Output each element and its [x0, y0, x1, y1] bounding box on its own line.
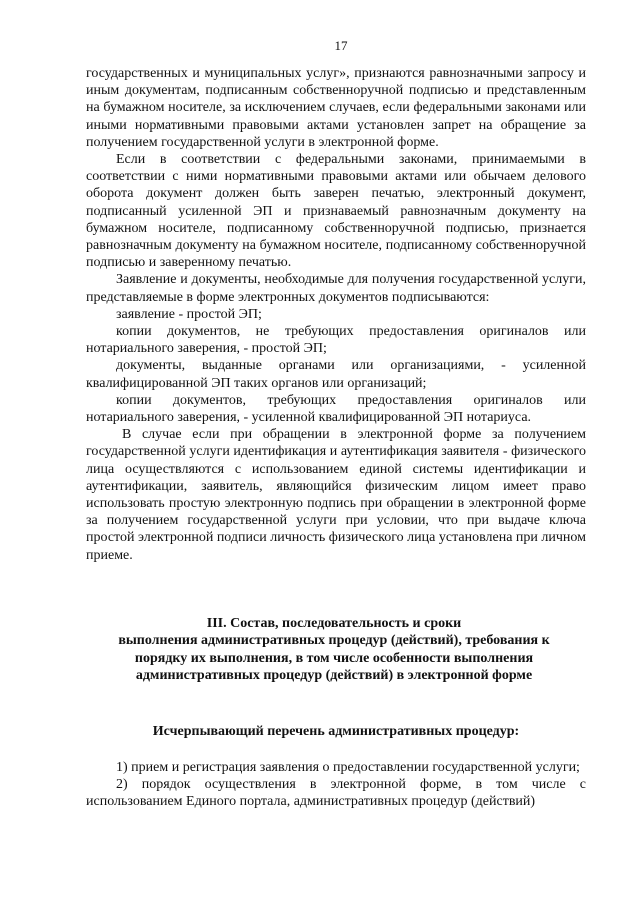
body-text — [86, 65, 586, 564]
section-heading — [86, 615, 586, 685]
procedures-list — [86, 759, 586, 811]
paragraph-signing-intro: Заявление и документы, необходимые для получения государственной услуги, представляемые в форме электронных документов подписываются: — [86, 272, 586, 305]
paragraph-signing-application: заявление - простой ЭП; — [116, 306, 262, 322]
section-heading-line: порядку их выполнения, в том числе особенности выполнения — [134, 650, 534, 666]
procedures-subheading: Исчерпывающий перечень административных процедур: — [152, 723, 520, 739]
paragraph-signing-copies-notary: копии документов, требующих предоставления оригиналов или нотариального заверения, - усиленной квалифицированной ЭП нотариуса. — [86, 392, 586, 426]
list-item: 2) порядок осуществления в электронной форме, в том числе с использованием Единого портала, административных процедур (действий) — [86, 777, 586, 810]
paragraph-seal-equivalence: Если в соответствии с федеральными законами, принимаемыми в соответствии с ними нормативными правовыми актами или обычаем делового оборота документ должен быть заверен печатью, электронный документ, подписанный усиленной ЭП и признаваемый равнозначным документу на бумажном носителе, подписанному собственноручной подписью, признается равнозначным документу на бумажном носителе, подписанному собственноручной подписью и заверенному печатью. — [86, 152, 586, 271]
list-item: 1) прием и регистрация заявления о предоставлении государственной услуги; — [116, 759, 580, 775]
section-heading-line: административных процедур (действий) в электронной форме — [135, 668, 533, 684]
paragraph-signing-copies-simple: копии документов, не требующих предоставления оригиналов или нотариального заверения, - простой ЭП; — [86, 324, 586, 357]
page-number: 17 — [334, 38, 348, 53]
section-heading-line: III. Состав, последовательность и сроки — [206, 615, 462, 631]
paragraph-continuation: государственных и муниципальных услуг», признаются равнозначными запросу и иным документам, подписанным собственноручной подписью и представленным на бумажном носителе, за исключением случаев, если федеральными законами или иными нормативными правовыми актами установлен запрет на обращение за получением государственной услуги в электронной форме. — [86, 66, 586, 150]
paragraph-signing-issued-documents: документы, выданные органами или организациями, - усиленной квалифицированной ЭП таких органов или организаций; — [86, 358, 586, 391]
paragraph-identification: В случае если при обращении в электронной форме за получением государственной услуги идентификация и аутентификация заявителя - физического лица осуществляются с использованием единой системы идентификации и аутентификации, заявитель, являющийся физическим лицом имеет право использовать простую электронную подпись при обращении в электронной форме за получением государственной услуги при условии, что при выдаче ключа простой электронной подписи личность физического лица установлена при личном приеме. — [86, 427, 587, 563]
section-heading-line: выполнения административных процедур (действий), требования к — [118, 633, 550, 649]
